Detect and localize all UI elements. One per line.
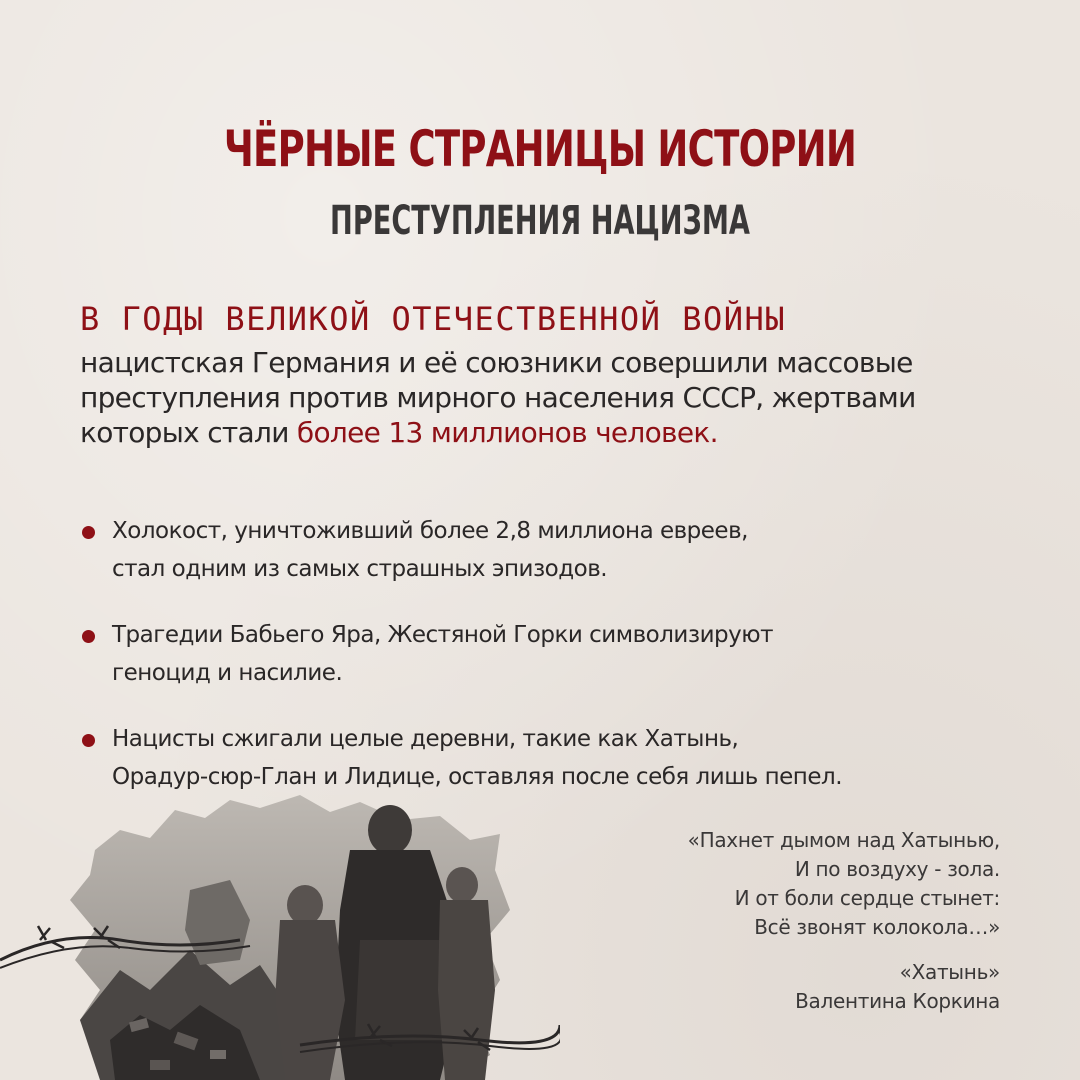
bullet-line2: геноцид и насилие.	[112, 660, 343, 686]
facts-list	[80, 512, 960, 824]
lead-highlight: более 13 миллионов человек.	[296, 416, 718, 449]
bullet-line1: Холокост, уничтоживший более 2,8 миллиона евреев,	[112, 518, 748, 544]
poem-quote	[560, 826, 1000, 1016]
bullet-dot-icon	[82, 630, 95, 643]
lead-heading: В ГОДЫ ВЕЛИКОЙ ОТЕЧЕСТВЕННОЙ ВОЙНЫ	[80, 300, 787, 338]
bullet-dot-icon	[82, 526, 95, 539]
bullet-line1: Нацисты сжигали целые деревни, такие как Хатынь,	[112, 726, 739, 752]
quote-line: И от боли сердце стынет:	[734, 886, 1000, 910]
bullet-dot-icon	[82, 734, 95, 747]
page-subtitle: ПРЕСТУПЛЕНИЯ НАЦИЗМА	[330, 198, 750, 244]
list-item	[80, 720, 960, 796]
bullet-line2: стал одним из самых страшных эпизодов.	[112, 556, 608, 582]
quote-author: Валентина Коркина	[795, 989, 1000, 1013]
lead-paragraph	[80, 345, 980, 450]
page-title: ЧЁРНЫЕ СТРАНИЦЫ ИСТОРИИ	[223, 120, 857, 178]
bullet-line1: Трагедии Бабьего Яра, Жестяной Горки символизируют	[112, 622, 774, 648]
quote-line: Всё звонят колокола…»	[754, 915, 1000, 939]
quote-source	[560, 958, 1000, 1016]
quote-line: «Пахнет дымом над Хатынью,	[687, 828, 1000, 852]
list-item	[80, 512, 960, 588]
lead-text: нацистская Германия и её союзники совершили массовые преступления против мирного населения СССР, жертвами которых стали	[80, 346, 916, 449]
quote-line: И по воздуху - зола.	[794, 857, 1000, 881]
list-item	[80, 616, 960, 692]
quote-title: «Хатынь»	[899, 960, 1000, 984]
war-photo-illustration	[0, 790, 560, 1080]
bullet-line2: Орадур-сюр-Глан и Лидице, оставляя после себя лишь пепел.	[112, 764, 843, 790]
